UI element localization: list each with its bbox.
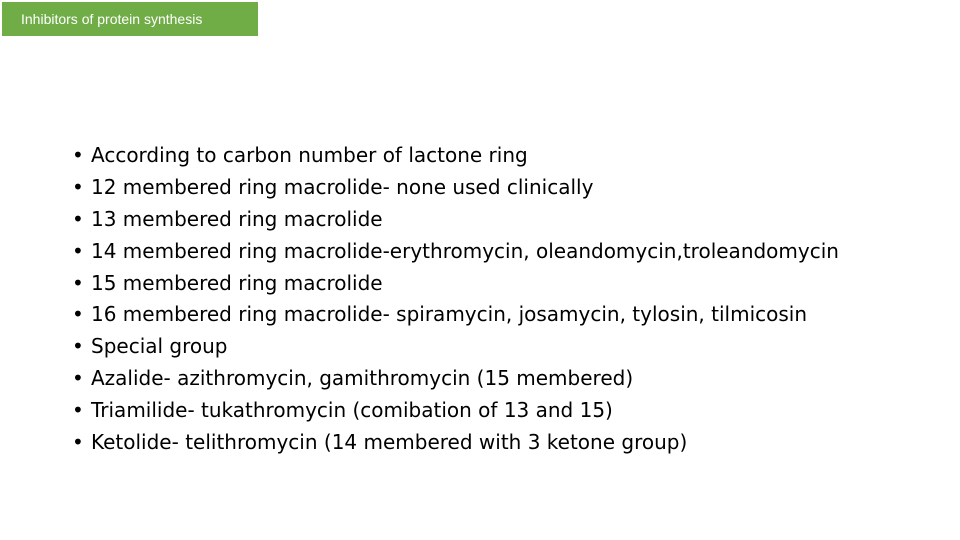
list-item	[70, 204, 839, 236]
bullet-list	[70, 140, 839, 459]
list-item-text: Azalide- azithromycin, gamithromycin (15 membered)	[91, 366, 634, 391]
bullet-icon: •	[72, 174, 84, 199]
bullet-icon: •	[72, 334, 84, 359]
bullet-icon: •	[72, 143, 84, 167]
bullet-icon: •	[72, 238, 84, 263]
list-item-text: According to carbon number of lactone ring	[91, 143, 528, 167]
list-item	[70, 236, 839, 268]
list-item-text: 13 membered ring macrolide	[91, 206, 383, 231]
list-item-text: Ketolide- telithromycin (14 membered with 3 ketone group)	[91, 430, 688, 455]
bullet-icon: •	[72, 398, 84, 423]
list-item-text: 12 membered ring macrolide- none used clinically	[91, 174, 594, 199]
list-item	[70, 363, 839, 395]
list-item-text: 15 membered ring macrolide	[91, 270, 383, 295]
bullet-icon: •	[72, 366, 84, 391]
list-item	[70, 331, 839, 363]
list-item	[70, 268, 839, 300]
bullet-icon: •	[72, 302, 84, 327]
bullet-icon: •	[72, 430, 84, 455]
list-item-text: Triamilide- tukathromycin (comibation of 13 and 15)	[91, 398, 613, 423]
list-item-text: 14 membered ring macrolide-erythromycin, oleandomycin,troleandomycin	[91, 238, 839, 263]
list-item-text: Special group	[91, 334, 228, 359]
bullet-icon: •	[72, 206, 84, 231]
list-item	[70, 172, 839, 204]
slide-title-tag: Inhibitors of protein synthesis	[2, 2, 258, 36]
bullet-icon: •	[72, 270, 84, 295]
list-item	[70, 140, 839, 172]
list-item	[70, 427, 839, 459]
list-item	[70, 299, 839, 331]
list-item	[70, 395, 839, 427]
list-item-text: 16 membered ring macrolide- spiramycin, josamycin, tylosin, tilmicosin	[91, 302, 808, 327]
